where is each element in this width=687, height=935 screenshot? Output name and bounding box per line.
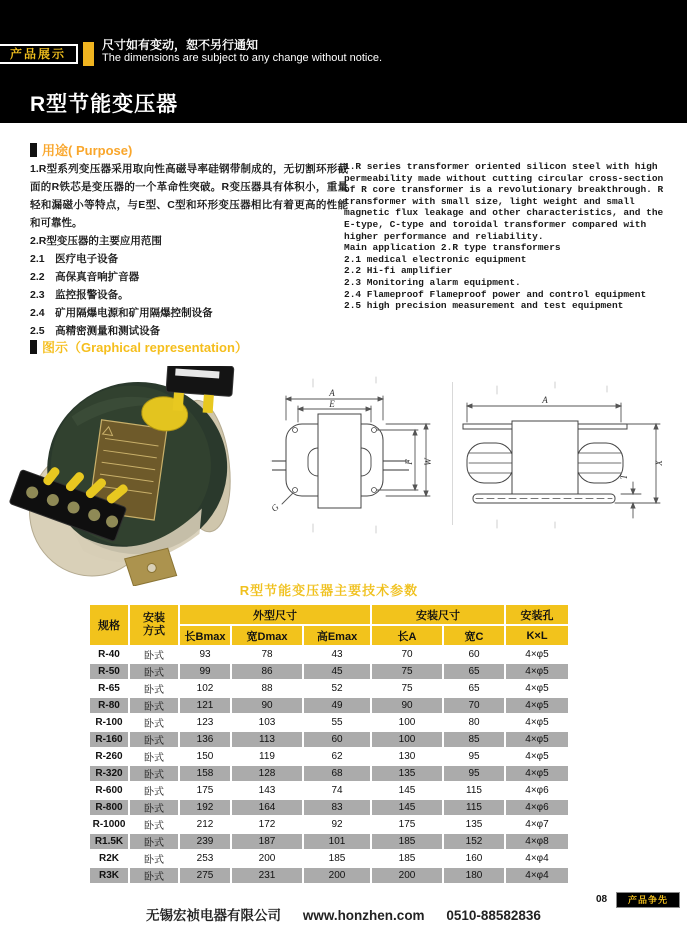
graphic-heading-cn: 图示 bbox=[42, 340, 69, 355]
col-header-mounting: 安装方式 bbox=[130, 605, 178, 645]
table-cell: 100 bbox=[372, 715, 442, 730]
table-cell: 119 bbox=[232, 749, 302, 764]
table-cell: 卧式 bbox=[130, 783, 178, 798]
spec-table bbox=[88, 603, 570, 885]
table-cell: 60 bbox=[444, 647, 504, 662]
table-cell: 70 bbox=[372, 647, 442, 662]
table-cell: 65 bbox=[444, 664, 504, 679]
table-cell: 52 bbox=[304, 681, 370, 696]
purpose-section-heading bbox=[30, 140, 132, 159]
purpose-paragraph-en: 1.R series transformer oriented silicon steel with high permeability made without cutting circular cross-section of R core transformer is a revolutionary breakthrough. R transformer with small size, light weight and small magnetic flux leakage and other characteristics, and the E-type, C-type and toroidal transformer compared with higher performance and reliability. bbox=[344, 161, 664, 242]
table-cell: R-320 bbox=[90, 766, 128, 781]
table-cell: 92 bbox=[304, 817, 370, 832]
table-cell: 95 bbox=[444, 766, 504, 781]
purpose-item-en: 2.5 high precision measurement and test equipment bbox=[344, 300, 624, 312]
table-cell: 143 bbox=[232, 783, 302, 798]
table-cell: R-40 bbox=[90, 647, 128, 662]
purpose-subtitle-en: Main application 2.R type transformers bbox=[344, 242, 561, 254]
table-cell: 70 bbox=[444, 698, 504, 713]
table-cell: 152 bbox=[444, 834, 504, 849]
table-cell: 4×φ5 bbox=[506, 749, 568, 764]
table-cell: 135 bbox=[444, 817, 504, 832]
table-cell: 135 bbox=[372, 766, 442, 781]
col-header-spec: 规格 bbox=[90, 605, 128, 645]
table-cell: 卧式 bbox=[130, 681, 178, 696]
table-cell: 136 bbox=[180, 732, 230, 747]
table-cell: 88 bbox=[232, 681, 302, 696]
table-row bbox=[90, 783, 568, 798]
table-cell: R-260 bbox=[90, 749, 128, 764]
table-cell: 68 bbox=[304, 766, 370, 781]
page-number: 08 bbox=[596, 894, 608, 905]
table-cell: 192 bbox=[180, 800, 230, 815]
table-cell: 93 bbox=[180, 647, 230, 662]
table-cell: 74 bbox=[304, 783, 370, 798]
purpose-item-cn: 2.1 医疗电子设备 bbox=[30, 253, 119, 265]
table-cell: 99 bbox=[180, 664, 230, 679]
side-view-drawing bbox=[455, 376, 673, 536]
purpose-item-en: 2.2 Hi-fi amplifier bbox=[344, 265, 453, 277]
table-cell: 200 bbox=[372, 868, 442, 883]
dim-label-W: W bbox=[423, 458, 433, 466]
table-cell: 45 bbox=[304, 664, 370, 679]
table-cell: 150 bbox=[180, 749, 230, 764]
table-cell: 200 bbox=[304, 868, 370, 883]
table-cell: 175 bbox=[372, 817, 442, 832]
purpose-item-cn: 2.2 高保真音响扩音器 bbox=[30, 271, 140, 283]
purpose-item-en: 2.4 Flameproof Flameproof power and control equipment bbox=[344, 288, 647, 300]
purpose-item-cn: 2.5 高精密测量和测试设备 bbox=[30, 325, 161, 337]
table-cell: 75 bbox=[372, 681, 442, 696]
notice-text-en: The dimensions are subject to any change without notice. bbox=[102, 52, 383, 64]
col-header-length-bmax: 长Bmax bbox=[180, 626, 230, 645]
table-cell: R-80 bbox=[90, 698, 128, 713]
accent-bar bbox=[83, 42, 94, 66]
table-cell: R-160 bbox=[90, 732, 128, 747]
table-cell: 86 bbox=[232, 664, 302, 679]
table-cell: 239 bbox=[180, 834, 230, 849]
table-cell: 102 bbox=[180, 681, 230, 696]
table-cell: R-65 bbox=[90, 681, 128, 696]
product-display-badge: 产品展示 bbox=[0, 44, 78, 64]
col-header-length-a: 长A bbox=[372, 626, 442, 645]
table-cell: 145 bbox=[372, 783, 442, 798]
table-cell: 4×φ6 bbox=[506, 800, 568, 815]
table-cell: R3K bbox=[90, 868, 128, 883]
dim-label-F: F bbox=[404, 459, 414, 465]
table-cell: 卧式 bbox=[130, 749, 178, 764]
table-cell: 185 bbox=[372, 851, 442, 866]
table-cell: R2K bbox=[90, 851, 128, 866]
table-cell: 185 bbox=[304, 851, 370, 866]
page-header bbox=[0, 0, 687, 123]
notice-text-cn: 尺寸如有变动，恕不另行通知 bbox=[102, 38, 259, 52]
table-cell: 253 bbox=[180, 851, 230, 866]
table-cell: 160 bbox=[444, 851, 504, 866]
table-cell: 187 bbox=[232, 834, 302, 849]
col-header-height-emax: 高Emax bbox=[304, 626, 370, 645]
table-cell: 62 bbox=[304, 749, 370, 764]
col-header-kxl: K×L bbox=[506, 626, 568, 645]
table-row bbox=[90, 766, 568, 781]
table-cell: 4×φ5 bbox=[506, 766, 568, 781]
table-cell: 115 bbox=[444, 800, 504, 815]
table-cell: R-1000 bbox=[90, 817, 128, 832]
table-cell: 103 bbox=[232, 715, 302, 730]
table-cell: 172 bbox=[232, 817, 302, 832]
table-cell: R-800 bbox=[90, 800, 128, 815]
purpose-item-en: 2.1 medical electronic equipment bbox=[344, 253, 527, 265]
table-row bbox=[90, 681, 568, 696]
table-cell: 4×φ7 bbox=[506, 817, 568, 832]
table-cell: 115 bbox=[444, 783, 504, 798]
table-cell: 100 bbox=[372, 732, 442, 747]
col-header-outline: 外型尺寸 bbox=[180, 605, 370, 624]
table-row bbox=[90, 715, 568, 730]
col-header-holes: 安装孔 bbox=[506, 605, 568, 624]
table-cell: 101 bbox=[304, 834, 370, 849]
square-bullet-icon bbox=[30, 340, 37, 354]
dim-label-X: X bbox=[654, 460, 664, 466]
table-cell: 121 bbox=[180, 698, 230, 713]
table-cell: 卧式 bbox=[130, 817, 178, 832]
table-cell: 212 bbox=[180, 817, 230, 832]
square-bullet-icon bbox=[30, 143, 37, 157]
table-row bbox=[90, 851, 568, 866]
purpose-item-cn: 2.3 监控报警设备。 bbox=[30, 289, 129, 301]
table-cell: 4×φ5 bbox=[506, 732, 568, 747]
table-row bbox=[90, 868, 568, 883]
table-cell: 卧式 bbox=[130, 868, 178, 883]
table-cell: 75 bbox=[372, 664, 442, 679]
purpose-heading-cn: 用途 bbox=[42, 143, 69, 158]
table-cell: 275 bbox=[180, 868, 230, 883]
table-cell: 80 bbox=[444, 715, 504, 730]
purpose-item-cn: 2.4 矿用隔爆电源和矿用隔爆控制设备 bbox=[30, 307, 213, 319]
table-cell: 卧式 bbox=[130, 851, 178, 866]
col-header-width-c: 宽C bbox=[444, 626, 504, 645]
table-cell: 卧式 bbox=[130, 732, 178, 747]
table-row bbox=[90, 664, 568, 679]
graphic-section-heading bbox=[30, 337, 248, 356]
purpose-paragraph-cn: 1.R型系列变压器采用取向性高磁导率硅钢带制成的，无切割环形截面的R铁芯是变压器的一个革命性突破。R变压器具有体积小，重量轻和漏磁小等特点，与E型、C型和环形变压器相比有着更高的性能和可靠性。 bbox=[30, 163, 348, 229]
table-cell: 175 bbox=[180, 783, 230, 798]
table-cell: 4×φ5 bbox=[506, 664, 568, 679]
page-badge: 产品争先 bbox=[616, 892, 680, 908]
purpose-heading-en: ( Purpose) bbox=[68, 143, 133, 158]
table-cell: 164 bbox=[232, 800, 302, 815]
table-cell: 55 bbox=[304, 715, 370, 730]
table-cell: 145 bbox=[372, 800, 442, 815]
dim-label-A: A bbox=[542, 395, 548, 405]
table-cell: 4×φ8 bbox=[506, 834, 568, 849]
table-cell: 卧式 bbox=[130, 766, 178, 781]
table-row bbox=[90, 800, 568, 815]
table-cell: 231 bbox=[232, 868, 302, 883]
table-cell: 113 bbox=[232, 732, 302, 747]
page-title: R型节能变压器 bbox=[30, 93, 179, 116]
company-name: 无锡宏祯电器有限公司 bbox=[146, 908, 282, 923]
table-row bbox=[90, 834, 568, 849]
table-row bbox=[90, 698, 568, 713]
table-cell: 卧式 bbox=[130, 664, 178, 679]
table-cell: 128 bbox=[232, 766, 302, 781]
table-cell: 卧式 bbox=[130, 647, 178, 662]
purpose-text-en bbox=[344, 161, 680, 312]
dim-label-G: G bbox=[269, 502, 281, 514]
table-cell: 49 bbox=[304, 698, 370, 713]
phone-number: 0510-88582836 bbox=[446, 908, 541, 923]
table-cell: 185 bbox=[372, 834, 442, 849]
table-row bbox=[90, 647, 568, 662]
table-cell: 4×φ5 bbox=[506, 647, 568, 662]
table-cell: R-100 bbox=[90, 715, 128, 730]
table-cell: 43 bbox=[304, 647, 370, 662]
dim-label-A: A bbox=[329, 388, 335, 398]
table-cell: 60 bbox=[304, 732, 370, 747]
table-cell: 95 bbox=[444, 749, 504, 764]
table-cell: 4×φ5 bbox=[506, 681, 568, 696]
table-body bbox=[90, 647, 568, 883]
purpose-text-cn bbox=[30, 160, 348, 340]
table-cell: 4×φ6 bbox=[506, 783, 568, 798]
table-cell: 4×φ5 bbox=[506, 715, 568, 730]
table-cell: 200 bbox=[232, 851, 302, 866]
table-cell: 卧式 bbox=[130, 698, 178, 713]
table-cell: 卧式 bbox=[130, 715, 178, 730]
table-cell: 130 bbox=[372, 749, 442, 764]
table-cell: 4×φ4 bbox=[506, 851, 568, 866]
table-row bbox=[90, 749, 568, 764]
col-header-install: 安装尺寸 bbox=[372, 605, 504, 624]
drawing-divider bbox=[452, 382, 453, 525]
graphic-heading-en: （Graphical representation） bbox=[68, 340, 248, 355]
table-cell: 65 bbox=[444, 681, 504, 696]
transformer-photo bbox=[8, 366, 250, 586]
table-cell: 83 bbox=[304, 800, 370, 815]
table-cell: 78 bbox=[232, 647, 302, 662]
dim-label-T: T bbox=[619, 474, 629, 480]
table-cell: 85 bbox=[444, 732, 504, 747]
table-cell: 90 bbox=[232, 698, 302, 713]
table-cell: 158 bbox=[180, 766, 230, 781]
front-view-drawing bbox=[268, 376, 460, 536]
table-cell: 卧式 bbox=[130, 834, 178, 849]
table-cell: 123 bbox=[180, 715, 230, 730]
table-cell: 90 bbox=[372, 698, 442, 713]
table-cell: 180 bbox=[444, 868, 504, 883]
table-cell: R1.5K bbox=[90, 834, 128, 849]
footer bbox=[0, 904, 687, 924]
table-row bbox=[90, 732, 568, 747]
dim-label-E: E bbox=[329, 399, 335, 409]
website-text: www.honzhen.com bbox=[302, 908, 425, 923]
table-title: R型节能变压器主要技术参数 bbox=[239, 583, 419, 598]
table-cell: 4×φ4 bbox=[506, 868, 568, 883]
table-cell: R-50 bbox=[90, 664, 128, 679]
table-cell: 4×φ5 bbox=[506, 698, 568, 713]
table-row bbox=[90, 817, 568, 832]
table-cell: 卧式 bbox=[130, 800, 178, 815]
purpose-subtitle-cn: 2.R型变压器的主要应用范围 bbox=[30, 235, 162, 247]
table-cell: R-600 bbox=[90, 783, 128, 798]
col-header-width-dmax: 宽Dmax bbox=[232, 626, 302, 645]
purpose-item-en: 2.3 Monitoring alarm equipment. bbox=[344, 276, 521, 288]
